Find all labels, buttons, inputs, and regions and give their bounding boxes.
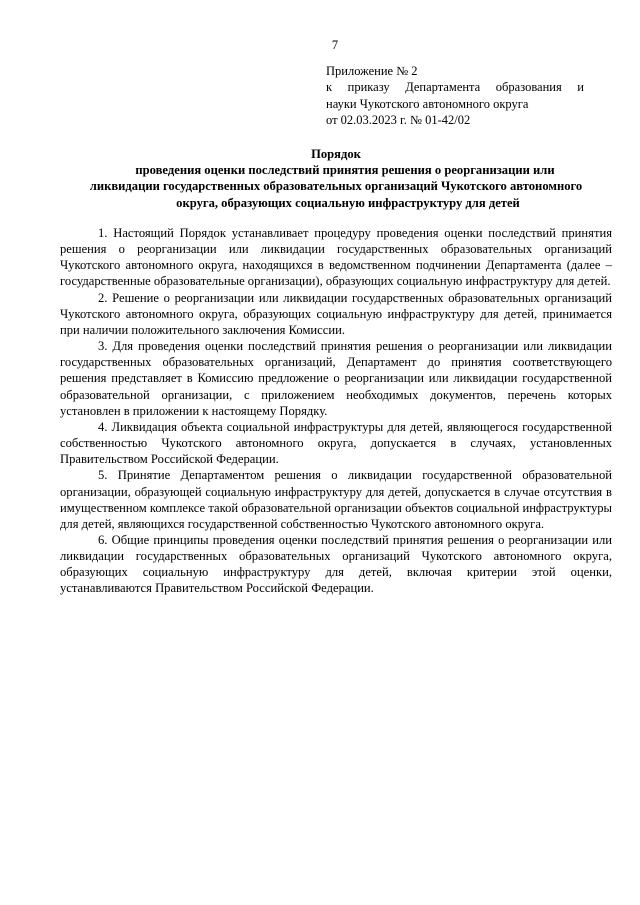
title-line: ликвидации государственных образовательных организаций Чукотского автономного [89,179,583,194]
document-title [60,146,612,211]
paragraph-1: 1. Настоящий Порядок устанавливает процедуру проведения оценки последствий принятия решения о реорганизации или ликвидации государственных образовательных организаций Чукотского автономного округа, находящихся в ведомственном подчинении Департамента (далее – государственные образовательные организации), образующих социальную инфраструктуру для детей. [60,226,612,289]
paragraph-5: 5. Принятие Департаментом решения о ликвидации государственной образовательной организации, образующей социальную инфраструктуру для детей, допускается в случае отсутствия в имущественном комплексе такой образовательной организации объектов социальной инфраструктуры для детей, являющихся государственной собственностью Чукотского автономного округа. [60,468,612,531]
paragraph-6: 6. Общие принципы проведения оценки последствий принятия решения о реорганизации или ликвидации государственных образовательных организаций Чукотского автономного округа, образующих социальную инфраструктуру для детей, включая критерии этой оценки, устанавливаются Правительством Российской Федерации. [60,532,612,596]
paragraph-2: 2. Решение о реорганизации или ликвидации государственных образовательных организаций Чукотского автономного округа, образующих социальную инфраструктуру для детей, принимается при наличии положительного заключения Комиссии. [60,290,612,337]
paragraph-3: 3. Для проведения оценки последствий принятия решения о реорганизации или ликвидации государственных образовательных организаций, Департамент до принятия соответствующего решения представляет в Комиссию предложение о реорганизации или ликвидации государственной образовательной организации, с приложением необходимых документов, перечень которых установлен в приложении к настоящему Порядку. [60,339,612,418]
appendix-department: науки Чукотского автономного округа [326,96,529,111]
paragraph-4: 4. Ликвидация объекта социальной инфраструктуры для детей, являющегося государственной собственностью Чукотского автономного округа, допускается в случаях, установленных Правительством Российской Федерации. [60,419,612,467]
page-number: 7 [331,38,339,52]
title-line: округа, образующих социальную инфраструктуру для детей [176,195,520,210]
title-heading: Порядок [311,147,361,161]
appendix-header [326,63,584,128]
title-line: проведения оценки последствий принятия решения о реорганизации или [135,163,555,178]
appendix-title: Приложение № 2 [326,64,418,78]
appendix-order-reference: к приказу Департамента образования и [326,80,584,95]
document-body [60,225,612,597]
appendix-order-date: от 02.03.2023 г. № 01-42/02 [326,112,471,127]
